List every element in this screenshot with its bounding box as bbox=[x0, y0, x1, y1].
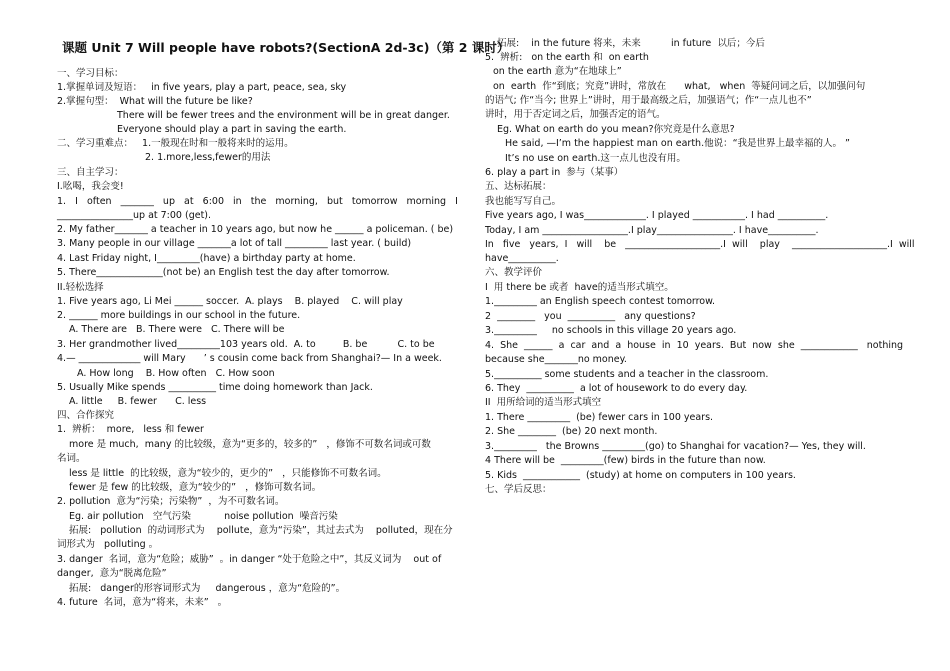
text-line: less 是 little 的比较级，意为“较少的，更少的” ，只能修饰不可数名词。 bbox=[69, 468, 387, 479]
text-line: danger, 意为“脱离危险” bbox=[57, 568, 167, 579]
text-line: 的语气; 作“当今; 世界上”讲时，用于最高级之后，加强语气；作“一点儿也不” bbox=[485, 95, 812, 106]
exercise-line: 2. ______ more buildings in our school in the future. bbox=[57, 310, 301, 321]
text-line: It’s no use on earth.这一点儿也没有用。 bbox=[505, 153, 686, 164]
exercise-line: 1. I often _______ up at 6:00 in the morning, but tomorrow morning I bbox=[57, 196, 458, 207]
text-line: on the earth 意为“在地球上” bbox=[493, 66, 622, 77]
section-heading: 一、学习目标： bbox=[57, 68, 124, 79]
text-line: 拓展: pollution 的动词形式为 pollute，意为“污染”，其过去式为 polluted，现在分 bbox=[69, 525, 453, 536]
lesson-title: 课题 Unit 7 Will people have robots?(SectionA 2d-3c)（第 2 课时） bbox=[62, 40, 510, 55]
exercise-line: 2 ________ you __________ any questions? bbox=[485, 311, 696, 322]
exercise-line: 2. My father_______ a teacher in 10 years ago, but now he ______ a policeman. ( be) bbox=[57, 224, 454, 235]
exercise-line: 5. There______________(not be) an English test the day after tomorrow. bbox=[57, 267, 390, 278]
text-line: 名词。 bbox=[57, 453, 86, 464]
text-line: on earth 作“到底；究竟”讲时，常放在 what, when 等疑问词之后，以加强问句 bbox=[493, 81, 866, 92]
exercise-line: 1._________ an English speech contest tomorrow. bbox=[485, 296, 716, 307]
section-heading: 六、教学评价 bbox=[485, 267, 543, 278]
exercise-line: 3._________ no schools in this village 20 years ago. bbox=[485, 325, 737, 336]
text-line: 6. play a part in 参与（某事） bbox=[485, 167, 624, 178]
exercise-options: A. How long B. How often C. How soon bbox=[77, 368, 275, 379]
right-column bbox=[485, 0, 915, 671]
exercise-options: A. little B. fewer C. less bbox=[69, 396, 207, 407]
exercise-line: 1. There _________ (be) fewer cars in 100 years. bbox=[485, 412, 714, 423]
section-heading: 四、合作探究 bbox=[57, 410, 115, 421]
text-line: 讲时，用于否定词之后，加强否定的语气。 bbox=[485, 109, 666, 120]
exercise-line: because she_______no money. bbox=[485, 354, 627, 365]
text-line: fewer 是 few 的比较级，意为“较少的” ，修饰可数名词。 bbox=[69, 482, 322, 493]
text-line: 拓展: danger的形容词形式为 dangerous ，意为“危险的”。 bbox=[69, 583, 346, 594]
text-line: There will be fewer trees and the environment will be in great danger. bbox=[117, 110, 450, 121]
exercise-line: 5. Usually Mike spends __________ time doing homework than Jack. bbox=[57, 382, 373, 393]
text-line: 1. 辨析： more, less 和 fewer bbox=[57, 424, 204, 435]
subsection-heading: I 用 there be 或者 have的适当形式填空。 bbox=[485, 282, 674, 293]
exercise-line: 3. Her grandmother lived_________103 years old. A. to B. be C. to be bbox=[57, 339, 435, 350]
text-line: more 是 much, many 的比较级，意为“更多的，较多的” ，修饰不可数名词或可数 bbox=[69, 439, 431, 450]
section-heading: 三、自主学习： bbox=[57, 167, 124, 178]
text-line: 2. pollution 意为“污染；污染物” ，为不可数名词。 bbox=[57, 496, 285, 507]
exercise-line: 6. They __________ a lot of housework to do every day. bbox=[485, 383, 748, 394]
exercise-line: 5.__________ some students and a teacher in the classroom. bbox=[485, 369, 769, 380]
exercise-line: Five years ago, I was_____________. I played ___________. I had __________. bbox=[485, 210, 829, 221]
text-line: He said, —I’m the happiest man on earth.他说：“我是世界上最幸福的人。 ” bbox=[505, 138, 850, 149]
text-line: Eg. air pollution 空气污染 noise pollution 噪音污染 bbox=[69, 511, 338, 522]
text-line: 3. danger 名词，意为“危险；威胁” 。in danger “处于危险之中”，其反义词为 out of bbox=[57, 554, 442, 565]
exercise-line: ________________up at 7:00 (get). bbox=[57, 210, 212, 221]
text-line: 我也能写写自己。 bbox=[485, 196, 562, 207]
subsection-heading: II 用所给词的适当形式填空 bbox=[485, 397, 602, 408]
exercise-line: 3. Many people in our village _______a lot of tall _________ last year. ( build) bbox=[57, 238, 412, 249]
text-line: 5. 辨析: on the earth 和 on earth bbox=[485, 52, 649, 63]
section-heading: 五、达标拓展： bbox=[485, 181, 552, 192]
left-column bbox=[57, 0, 510, 671]
exercise-line: 4. She ______ a car and a house in 10 years. But now she ____________ nothing bbox=[485, 340, 904, 351]
exercise-line: 5. Kids ____________ (study) at home on computers in 100 years. bbox=[485, 470, 796, 481]
text-line: 2. 1.more,less,fewer的用法 bbox=[145, 152, 271, 163]
text-line: 词形式为 polluting 。 bbox=[57, 539, 159, 550]
exercise-line: 2. She ________ (be) 20 next month. bbox=[485, 426, 658, 437]
section-heading: 二、学习重难点： 1.一般现在时和一般将来时的运用。 bbox=[57, 138, 294, 149]
subsection-heading: I.吆喝，我会变! bbox=[57, 181, 124, 192]
exercise-line: Today, I am __________________.I play________________. I have__________. bbox=[485, 225, 819, 236]
text-line: 2.掌握句型： What will the future be like? bbox=[57, 96, 253, 107]
text-line: Eg. What on earth do you mean?你究竟是什么意思? bbox=[497, 124, 735, 135]
exercise-line: 4. Last Friday night, I_________(have) a birthday party at home. bbox=[57, 253, 356, 264]
exercise-line: 1. Five years ago, Li Mei ______ soccer. A. plays B. played C. will play bbox=[57, 296, 403, 307]
exercise-options: A. There are B. There were C. There will be bbox=[69, 324, 285, 335]
exercise-line: have__________. bbox=[485, 253, 559, 264]
exercise-line: 4.— _____________ will Mary ’ s cousin come back from Shanghai?— In a week. bbox=[57, 353, 442, 364]
exercise-line: 4 There will be _________(few) birds in the future than now. bbox=[485, 455, 766, 466]
text-line: 1.掌握单词及短语： in five years, play a part, peace, sea, sky bbox=[57, 82, 347, 93]
section-heading: 七、学后反思： bbox=[485, 484, 552, 495]
subsection-heading: II.轻松选择 bbox=[57, 282, 104, 293]
text-line: 4. future 名词，意为“将来，未来” 。 bbox=[57, 597, 228, 608]
exercise-line: 3._________ the Browns _________(go) to Shanghai for vacation?— Yes, they will. bbox=[485, 441, 866, 452]
text-line: Everyone should play a part in saving the earth. bbox=[117, 124, 347, 135]
exercise-line: In five years, I will be ____________________.I will play ____________________.I will bbox=[485, 239, 915, 250]
text-line: 拓展: in the future 将来，未来 in future 以后；今后 bbox=[497, 38, 765, 49]
